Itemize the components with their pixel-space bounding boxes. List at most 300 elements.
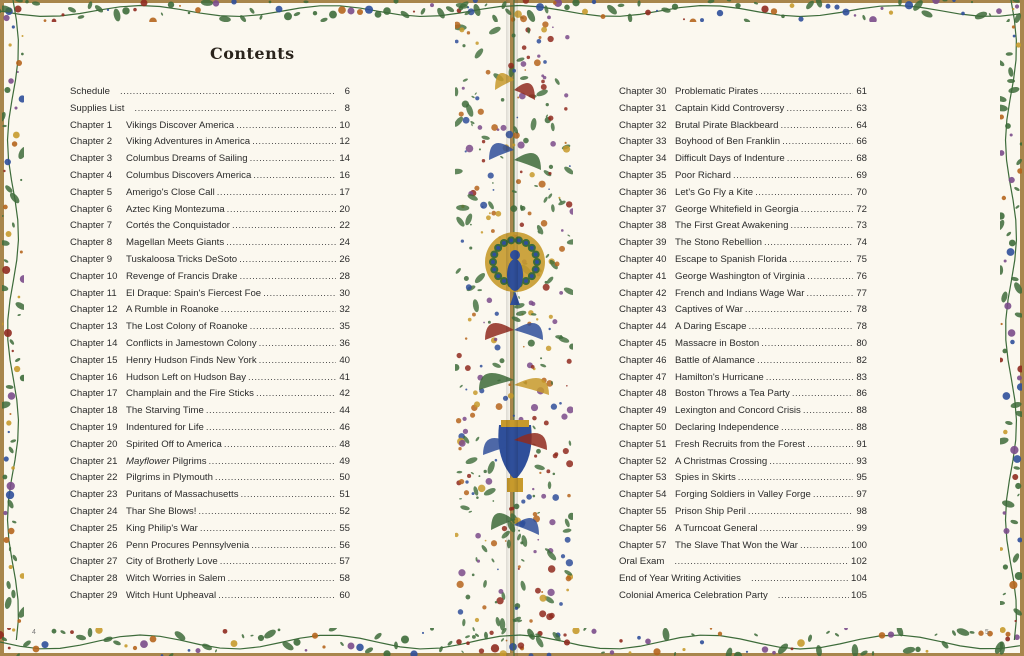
toc-chapter-number: Chapter 55 [619,505,667,517]
toc-chapter-title: Columbus Discovers America [126,169,252,181]
toc-chapter-number: Chapter 31 [619,102,667,114]
toc-chapter-title: Indentured for Life [126,421,204,433]
toc-leader-dots [200,521,336,538]
toc-leader-dots [803,403,853,420]
toc-chapter-title: Fresh Recruits from the Forest [675,438,806,450]
toc-leader-dots [760,84,853,101]
toc-chapter-title: Hudson Left on Hudson Bay [126,371,247,383]
toc-page-number: 40 [339,354,350,366]
toc-leader-dots [241,487,336,504]
toc-chapter-title: Conflicts in Jamestown Colony [126,337,257,349]
toc-chapter-number: Chapter 36 [619,186,667,198]
toc-chapter-title: Schedule [70,86,111,97]
toc-entry [70,168,350,185]
toc-entry [70,588,350,605]
toc-chapter-number: Chapter 46 [619,354,667,366]
toc-entry [619,336,867,353]
toc-chapter-number: Chapter 54 [619,489,667,501]
toc-leader-dots [778,588,849,605]
toc-chapter-number: Chapter 7 [70,220,113,232]
vase-icon [498,420,531,492]
toc-chapter-title: Problematic Pirates [675,86,759,97]
toc-entry [619,554,867,571]
toc-page-number: 97 [856,489,867,501]
toc-chapter-number: Chapter 25 [70,522,118,534]
toc-entry [70,386,350,403]
toc-chapter-title: Hamilton's Hurricane [675,371,764,383]
toc-chapter-number: Chapter 39 [619,237,667,249]
toc-entry [619,84,867,101]
toc-entry [70,185,350,202]
toc-leader-dots [807,437,853,454]
toc-page-number: 44 [339,405,350,417]
toc-chapter-title: Brutal Pirate Blackbeard [675,119,779,131]
toc-chapter-title: Prison Ship Peril [675,505,746,517]
toc-leader-dots [220,554,336,571]
toc-chapter-number: Chapter 53 [619,472,667,484]
toc-chapter-title: Battle of Alamance [675,354,755,366]
toc-chapter-title: Thar She Blows! [126,505,197,517]
toc-entry [619,218,867,235]
toc-chapter-number: Chapter 13 [70,321,118,333]
toc-chapter-title: Henry Hudson Finds New York [126,354,257,366]
toc-chapter-title: The Starving Time [126,405,204,417]
toc-leader-dots [248,370,336,387]
toc-chapter-number: Chapter 29 [70,589,118,601]
toc-page-number: 77 [856,287,867,299]
toc-entry [70,403,350,420]
toc-chapter-title: Penn Procures Pennsylvenia [126,539,250,551]
toc-leader-dots [221,302,336,319]
toc-chapter-title: Lexington and Concord Crisis [675,405,801,417]
toc-page-number: 57 [339,556,350,568]
toc-entry [619,571,867,588]
toc-chapter-title: Aztec King Montezuma [126,203,225,215]
toc-chapter-number: Chapter 32 [619,119,667,131]
toc-leader-dots [198,504,336,521]
toc-page-number: 100 [850,539,867,551]
toc-entry [619,302,867,319]
toc-leader-dots [232,218,336,235]
toc-entry [619,353,867,370]
toc-leader-dots [226,235,336,252]
toc-chapter-title: Boston Throws a Tea Party [675,388,790,400]
toc-chapter-number: Chapter 57 [619,539,667,551]
toc-entry [619,118,867,135]
toc-leader-dots [751,571,849,588]
toc-entry [619,319,867,336]
toc-chapter-title: Forging Soldiers in Valley Forge [675,489,811,501]
toc-page-number: 24 [339,237,350,249]
toc-entry [619,134,867,151]
toc-leader-dots [239,252,336,269]
toc-leader-dots [757,353,853,370]
toc-leader-dots [215,470,336,487]
right-floral-border [1000,0,1022,656]
toc-chapter-title: A Rumble in Roanoke [126,304,219,316]
toc-leader-dots [259,336,336,353]
toc-entry [619,202,867,219]
toc-page-number: 76 [856,270,867,282]
toc-chapter-number: Chapter 19 [70,421,118,433]
toc-leader-dots [813,487,853,504]
toc-chapter-title: Massacre in Boston [675,337,760,349]
toc-chapter-title: George Washington of Virginia [675,270,806,282]
toc-entry [619,269,867,286]
toc-chapter-number: Chapter 5 [70,186,113,198]
toc-chapter-number: Chapter 17 [70,388,118,400]
toc-chapter-number: Chapter 56 [619,522,667,534]
toc-chapter-number: Chapter 44 [619,321,667,333]
toc-chapter-number: Chapter 43 [619,304,667,316]
toc-page-number: 78 [856,321,867,333]
toc-entry [70,437,350,454]
toc-entry [70,269,350,286]
toc-leader-dots [236,118,336,135]
toc-page-number: 60 [339,589,350,601]
toc-leader-dots [745,302,853,319]
toc-page-number: 36 [339,337,350,349]
toc-page-number: 55 [339,522,350,534]
toc-leader-dots [792,386,853,403]
toc-leader-dots [209,454,337,471]
toc-chapter-number: Chapter 37 [619,203,667,215]
toc-entry [70,504,350,521]
toc-page-number: 68 [856,153,867,165]
toc-list-left [70,84,350,605]
toc-leader-dots [748,319,853,336]
toc-entry [619,235,867,252]
toc-entry [70,319,350,336]
toc-leader-dots [253,168,336,185]
toc-leader-dots [790,218,853,235]
toc-entry [619,185,867,202]
toc-chapter-number: Chapter 28 [70,573,118,585]
toc-chapter-title: A Turncoat General [675,522,758,534]
toc-chapter-title: Boyhood of Ben Franklin [675,136,781,148]
toc-page-number: 91 [856,438,867,450]
toc-chapter-number: Chapter 40 [619,253,667,265]
toc-page-number: 20 [339,203,350,215]
left-floral-border [2,0,24,656]
toc-page-number: 66 [856,136,867,148]
peacock-icon [485,232,545,305]
toc-chapter-title: A Christmas Crossing [675,455,768,467]
toc-leader-dots [800,538,849,555]
toc-entry [619,386,867,403]
toc-page-number: 32 [339,304,350,316]
toc-chapter-title: The Lost Colony of Roanoke [126,321,248,333]
toc-chapter-number: Chapter 11 [70,287,117,299]
toc-page-number: 48 [339,438,350,450]
toc-leader-dots [782,134,853,151]
toc-chapter-number: Chapter 42 [619,287,667,299]
toc-chapter-number: Chapter 3 [70,153,113,165]
toc-chapter-number: Chapter 21 [70,455,118,467]
toc-entry [70,470,350,487]
toc-chapter-title: Witch Hunt Upheaval [126,589,217,601]
toc-page-number: 73 [856,220,867,232]
toc-entry [619,538,867,555]
toc-entry [70,218,350,235]
toc-page-number: 95 [856,472,867,484]
toc-chapter-number: Chapter 23 [70,489,118,501]
toc-chapter-number: Chapter 8 [70,237,113,249]
toc-chapter-title: King Philip's War [126,522,198,534]
toc-page-number: 86 [856,388,867,400]
toc-entry [70,521,350,538]
toc-chapter-title: Spirited Off to America [126,438,222,450]
page-number-left: 4 [32,629,36,636]
toc-page-number: 16 [339,169,350,181]
toc-chapter-title: Columbus Dreams of Sailing [126,153,248,165]
toc-entry [70,252,350,269]
toc-page-number: 93 [856,455,867,467]
toc-chapter-title: Declaring Independence [675,421,780,433]
toc-page-number: 80 [856,337,867,349]
toc-page-number: 70 [856,186,867,198]
toc-leader-dots [761,336,853,353]
toc-chapter-title: Difficult Days of Indenture [675,153,785,165]
toc-page-number: 49 [339,455,350,467]
toc-chapter-number: Chapter 38 [619,220,667,232]
toc-entry [70,101,350,118]
toc-page-number: 22 [339,220,350,232]
toc-leader-dots [769,454,853,471]
toc-page-number: 63 [856,102,867,114]
toc-leader-dots [206,420,336,437]
toc-page-number: 50 [339,472,350,484]
toc-page-number: 105 [850,589,867,601]
toc-entry [70,84,350,101]
toc-chapter-number: Chapter 33 [619,136,667,148]
toc-list-right [619,84,867,605]
toc-page-number: 72 [856,203,867,215]
toc-entry [619,403,867,420]
toc-page-number: 99 [856,522,867,534]
toc-leader-dots [227,202,336,219]
toc-chapter-title: French and Indians Wage War [675,287,805,299]
toc-page-number: 61 [856,86,867,97]
toc-chapter-number: Chapter 14 [70,337,118,349]
toc-leader-dots [252,134,336,151]
toc-entry [619,101,867,118]
toc-chapter-title: Let's Go Fly a Kite [675,186,754,198]
toc-entry [70,336,350,353]
toc-page-number: 28 [339,270,350,282]
toc-chapter-number: Chapter 12 [70,304,118,316]
toc-leader-dots [786,101,853,118]
toc-chapter-number: Chapter 9 [70,253,113,265]
toc-entry [70,235,350,252]
toc-chapter-title: Colonial America Celebration Party [619,589,768,601]
toc-chapter-title: Poor Richard [675,169,731,181]
toc-leader-dots [256,386,336,403]
toc-page-number: 17 [339,186,350,198]
toc-chapter-title: Captives of War [675,304,743,316]
toc-entry [70,134,350,151]
toc-chapter-number: Chapter 4 [70,169,113,181]
toc-chapter-title: Revenge of Francis Drake [126,270,238,282]
toc-leader-dots [764,235,853,252]
toc-page-number: 88 [856,405,867,417]
toc-page-number: 51 [339,489,350,501]
toc-entry [70,353,350,370]
page-number-right: 5 [985,629,989,636]
toc-chapter-number: Chapter 10 [70,270,118,282]
toc-page-number: 12 [339,136,350,148]
toc-entry [70,151,350,168]
toc-leader-dots [224,437,336,454]
toc-entry [619,151,867,168]
toc-page-number: 58 [339,573,350,585]
toc-entry [70,454,350,471]
toc-chapter-title: Magellan Meets Giants [126,237,225,249]
toc-entry [70,420,350,437]
toc-leader-dots [801,202,853,219]
toc-page-number: 46 [339,421,350,433]
toc-entry [619,588,867,605]
toc-entry [619,252,867,269]
toc-page-number: 104 [850,573,867,585]
toc-leader-dots [217,185,336,202]
toc-entry [70,571,350,588]
toc-entry [70,370,350,387]
toc-leader-dots [806,286,853,303]
center-illumination [455,0,573,656]
toc-chapter-title: El Draque: Spain's Fiercest Foe [126,287,262,299]
toc-page-number: 6 [344,86,350,97]
toc-page-number: 98 [856,505,867,517]
toc-entry [619,504,867,521]
toc-leader-dots [134,101,336,118]
toc-chapter-title: Witch Worries in Salem [126,573,226,585]
toc-chapter-title: Mayflower Pilgrims [126,455,207,467]
toc-chapter-number: Chapter 45 [619,337,667,349]
toc-page-number: 10 [339,119,350,131]
toc-leader-dots [206,403,336,420]
toc-entry [619,454,867,471]
toc-entry [619,470,867,487]
toc-leader-dots [251,538,336,555]
toc-entry [619,168,867,185]
toc-page-number: 69 [856,169,867,181]
toc-entry [70,118,350,135]
toc-leader-dots [781,420,853,437]
toc-chapter-title: End of Year Writing Activities [619,573,741,585]
toc-page-number: 88 [856,421,867,433]
toc-page-number: 35 [339,321,350,333]
toc-leader-dots [760,521,853,538]
toc-entry [619,370,867,387]
toc-page-number: 78 [856,304,867,316]
toc-chapter-number: Chapter 22 [70,472,118,484]
toc-chapter-title: Vikings Discover America [126,119,235,131]
toc-chapter-number: Chapter 20 [70,438,118,450]
toc-page-number: 14 [339,153,350,165]
toc-chapter-title: Tuskaloosa Tricks DeSoto [126,253,238,265]
toc-chapter-number: Chapter 41 [619,270,667,282]
toc-chapter-title: Oral Exam [619,556,665,568]
toc-leader-dots [748,504,853,521]
toc-page-number: 64 [856,119,867,131]
toc-chapter-title: The First Great Awakening [675,220,789,232]
toc-chapter-number: Chapter 26 [70,539,118,551]
toc-chapter-title: Amerigo's Close Call [126,186,215,198]
toc-chapter-number: Chapter 6 [70,203,113,215]
toc-chapter-number: Chapter 15 [70,354,118,366]
toc-entry [619,487,867,504]
toc-chapter-number: Chapter 51 [619,438,667,450]
toc-leader-dots [780,118,853,135]
toc-chapter-number: Chapter 27 [70,556,118,568]
toc-chapter-title: Puritans of Massachusetts [126,489,239,501]
toc-leader-dots [120,84,336,101]
toc-chapter-title: City of Brotherly Love [126,556,218,568]
toc-chapter-title: Viking Adventures in America [126,136,251,148]
toc-entry [70,487,350,504]
toc-page-number: 74 [856,237,867,249]
toc-chapter-title: The Slave That Won the War [675,539,798,551]
page-title: Contents [210,44,295,63]
toc-entry [70,538,350,555]
toc-leader-dots [218,588,336,605]
toc-chapter-title: Spies in Skirts [675,472,736,484]
toc-entry [70,302,350,319]
toc-chapter-title: Supplies List [70,102,125,114]
toc-leader-dots [733,168,853,185]
toc-leader-dots [250,151,336,168]
toc-leader-dots [263,286,336,303]
toc-chapter-title: Escape to Spanish Florida [675,253,787,265]
toc-chapter-title: Pilgrims in Plymouth [126,472,213,484]
toc-leader-dots [755,185,853,202]
toc-page-number: 75 [856,253,867,265]
toc-page-number: 82 [856,354,867,366]
toc-chapter-title: A Daring Escape [675,321,747,333]
toc-entry [619,521,867,538]
toc-page-number: 41 [339,371,350,383]
toc-leader-dots [766,370,853,387]
toc-page-number: 102 [850,556,867,568]
toc-chapter-title: The Stono Rebellion [675,237,762,249]
toc-leader-dots [259,353,336,370]
toc-page-number: 30 [339,287,350,299]
toc-chapter-number: Chapter 35 [619,169,667,181]
toc-chapter-number: Chapter 47 [619,371,667,383]
toc-chapter-number: Chapter 24 [70,505,118,517]
toc-page-number: 52 [339,505,350,517]
toc-chapter-title: Captain Kidd Controversy [675,102,785,114]
toc-chapter-number: Chapter 2 [70,136,113,148]
toc-leader-dots [239,269,336,286]
toc-leader-dots [674,554,849,571]
toc-entry [70,202,350,219]
toc-chapter-number: Chapter 50 [619,421,667,433]
toc-page-number: 26 [339,253,350,265]
toc-page-number: 83 [856,371,867,383]
toc-chapter-number: Chapter 48 [619,388,667,400]
toc-chapter-number: Chapter 18 [70,405,118,417]
toc-chapter-title: Cortés the Conquistador [126,220,230,232]
toc-leader-dots [807,269,853,286]
toc-leader-dots [250,319,336,336]
toc-chapter-number: Chapter 1 [70,119,113,131]
toc-leader-dots [787,151,853,168]
toc-entry [619,437,867,454]
toc-chapter-title: George Whitefield in Georgia [675,203,799,215]
toc-entry [70,554,350,571]
